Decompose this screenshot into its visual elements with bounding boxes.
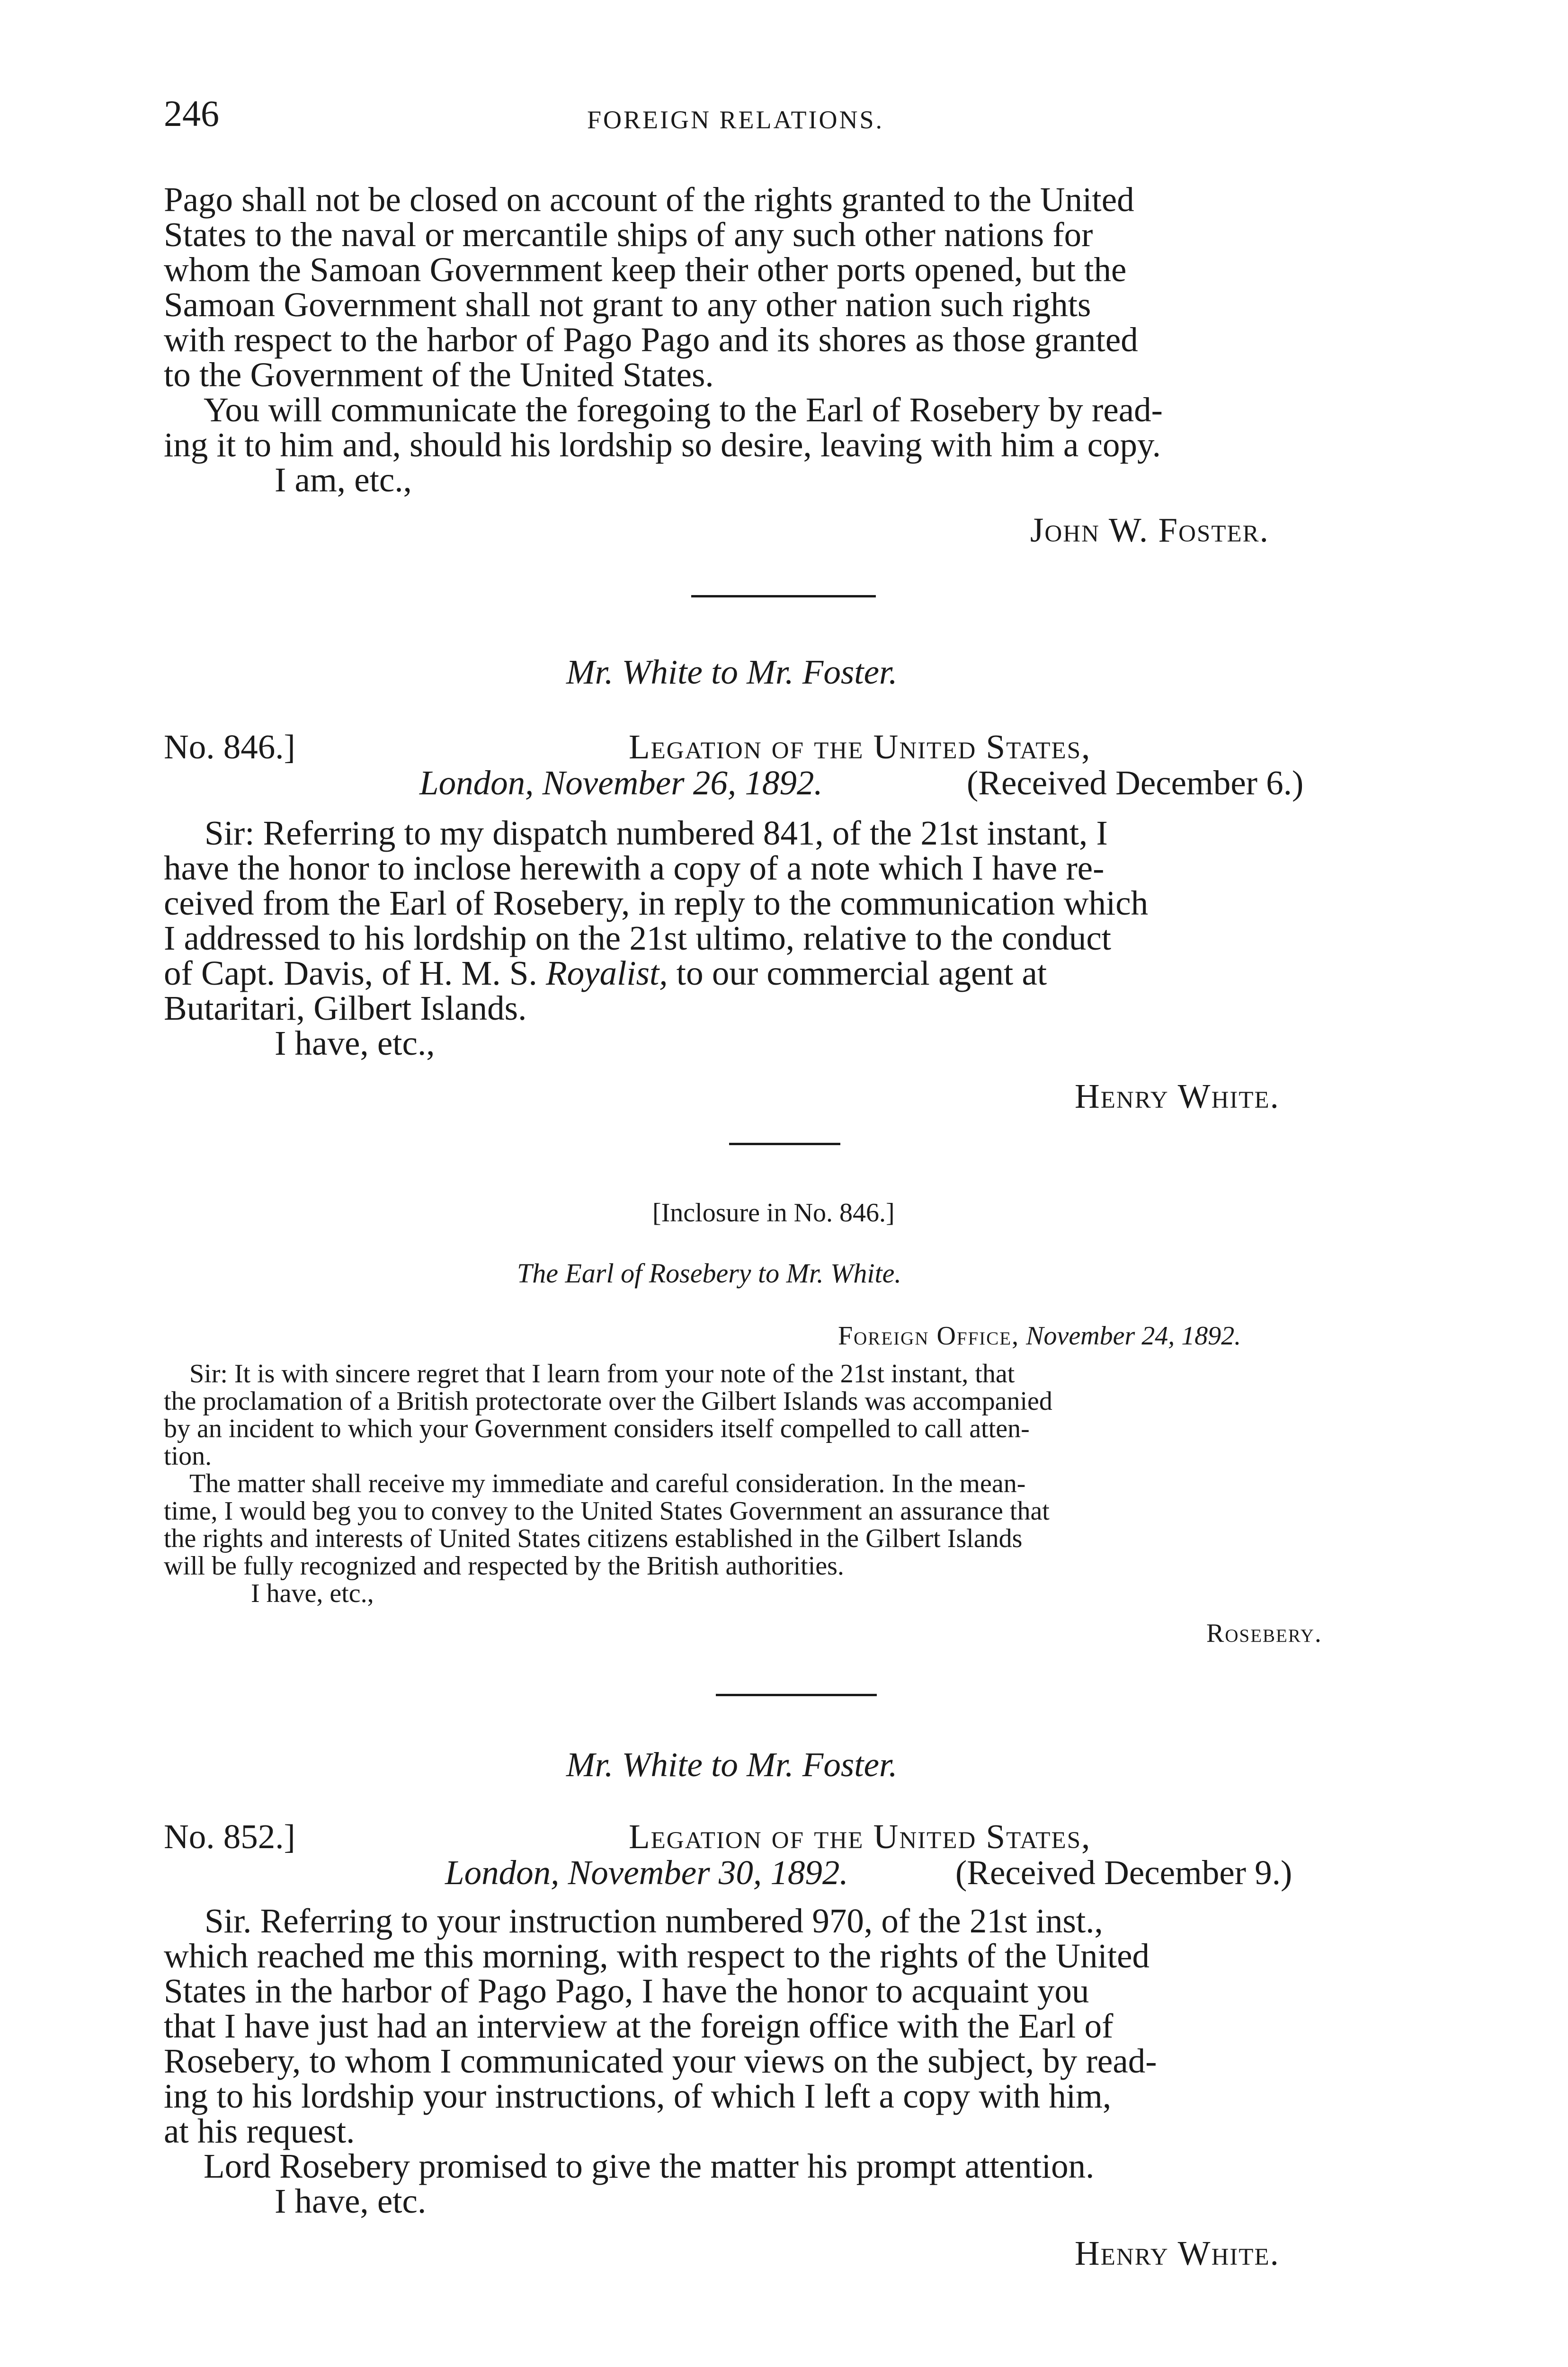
text-line	[164, 954, 1047, 992]
text-line: which reached me this morning, with respect to the rights of the United	[164, 1937, 1149, 1975]
signature: Rosebery.	[1206, 1619, 1322, 1648]
signature: John W. Foster.	[1030, 511, 1269, 549]
signature: Henry White.	[1075, 2234, 1280, 2272]
ship-name: Royalist,	[546, 954, 668, 992]
signature: Henry White.	[1075, 1077, 1280, 1115]
dispatch-date: London, November 30, 1892.	[445, 1853, 848, 1892]
text-line: You will communicate the foregoing to the Earl of Rosebery by read-	[204, 391, 1163, 429]
text-line: whom the Samoan Government keep their other ports opened, but the	[164, 250, 1127, 289]
text-line: Pago shall not be closed on account of the rights granted to the United	[164, 180, 1134, 219]
inclosure-heading: The Earl of Rosebery to Mr. White.	[517, 1258, 901, 1289]
inclosure-label: [Inclosure in No. 846.]	[652, 1198, 895, 1228]
text-line: by an incident to which your Government considers itself compelled to call atten-	[164, 1414, 1030, 1443]
text-line: time, I would beg you to convey to the United States Government an assurance that	[164, 1496, 1050, 1526]
letter-heading: Mr. White to Mr. Foster.	[566, 653, 898, 691]
inclosure-place: Foreign Office,	[838, 1321, 1020, 1351]
text-line: Samoan Government shall not grant to any other nation such rights	[164, 285, 1091, 324]
text-line: I have, etc.,	[275, 1024, 435, 1062]
text-line: that I have just had an interview at the foreign office with the Earl of	[164, 2007, 1114, 2045]
text-line: ceived from the Earl of Rosebery, in reply to the communication which	[164, 884, 1149, 922]
received-date: (Received December 6.)	[967, 764, 1304, 802]
received-date: (Received December 9.)	[955, 1853, 1292, 1892]
text-segment: to our commercial agent at	[676, 954, 1047, 992]
section-divider	[729, 1143, 840, 1145]
text-line: ing it to him and, should his lordship so desire, leaving with him a copy.	[164, 426, 1161, 464]
dispatch-place: Legation of the United States,	[629, 1817, 1091, 1856]
text-line: tion.	[164, 1442, 212, 1471]
text-line: Rosebery, to whom I communicated your views on the subject, by read-	[164, 2042, 1157, 2080]
text-line: the proclamation of a British protectorate over the Gilbert Islands was accompanied	[164, 1387, 1052, 1416]
text-line: ing to his lordship your instructions, of which I left a copy with him,	[164, 2077, 1112, 2115]
text-line: I addressed to his lordship on the 21st ultimo, relative to the conduct	[164, 919, 1112, 957]
dispatch-place: Legation of the United States,	[629, 728, 1091, 766]
text-line: States in the harbor of Pago Pago, I have the honor to acquaint you	[164, 1972, 1089, 2010]
text-line: I have, etc.	[275, 2182, 427, 2220]
text-line: to the Government of the United States.	[164, 356, 714, 394]
text-line: Butaritari, Gilbert Islands.	[164, 989, 527, 1027]
text-line: Sir: It is with sincere regret that I learn from your note of the 21st instant, that	[189, 1359, 1015, 1388]
text-line: with respect to the harbor of Pago Pago and its shores as those granted	[164, 320, 1138, 359]
text-line: will be fully recognized and respected by the British authorities.	[164, 1551, 844, 1581]
inclosure-date: November 24, 1892.	[1026, 1321, 1241, 1351]
text-line: I am, etc.,	[275, 461, 412, 499]
inclosure-dateline	[838, 1322, 1241, 1350]
running-title: FOREIGN RELATIONS.	[587, 106, 884, 134]
section-divider	[716, 1694, 877, 1696]
text-line: have the honor to inclose herewith a copy of a note which I have re-	[164, 849, 1105, 887]
text-line: The matter shall receive my immediate and careful consideration. In the mean-	[189, 1469, 1026, 1498]
text-line: Lord Rosebery promised to give the matter his prompt attention.	[204, 2147, 1095, 2185]
dispatch-number: No. 852.]	[164, 1817, 295, 1856]
text-line: at his request.	[164, 2112, 355, 2150]
letter-heading: Mr. White to Mr. Foster.	[566, 1745, 898, 1784]
text-line: Sir. Referring to your instruction numbered 970, of the 21st inst.,	[205, 1902, 1103, 1940]
dispatch-date: London, November 26, 1892.	[419, 764, 823, 802]
text-line: the rights and interests of United States citizens established in the Gilbert Islands	[164, 1524, 1023, 1553]
text-line: Sir: Referring to my dispatch numbered 841, of the 21st instant, I	[205, 814, 1108, 852]
text-line: States to the naval or mercantile ships of any such other nations for	[164, 215, 1093, 254]
page-number: 246	[164, 93, 219, 134]
text-line: I have, etc.,	[251, 1579, 374, 1608]
section-divider	[691, 595, 876, 597]
dispatch-number: No. 846.]	[164, 728, 295, 766]
text-segment: of Capt. Davis, of H. M. S.	[164, 954, 537, 992]
